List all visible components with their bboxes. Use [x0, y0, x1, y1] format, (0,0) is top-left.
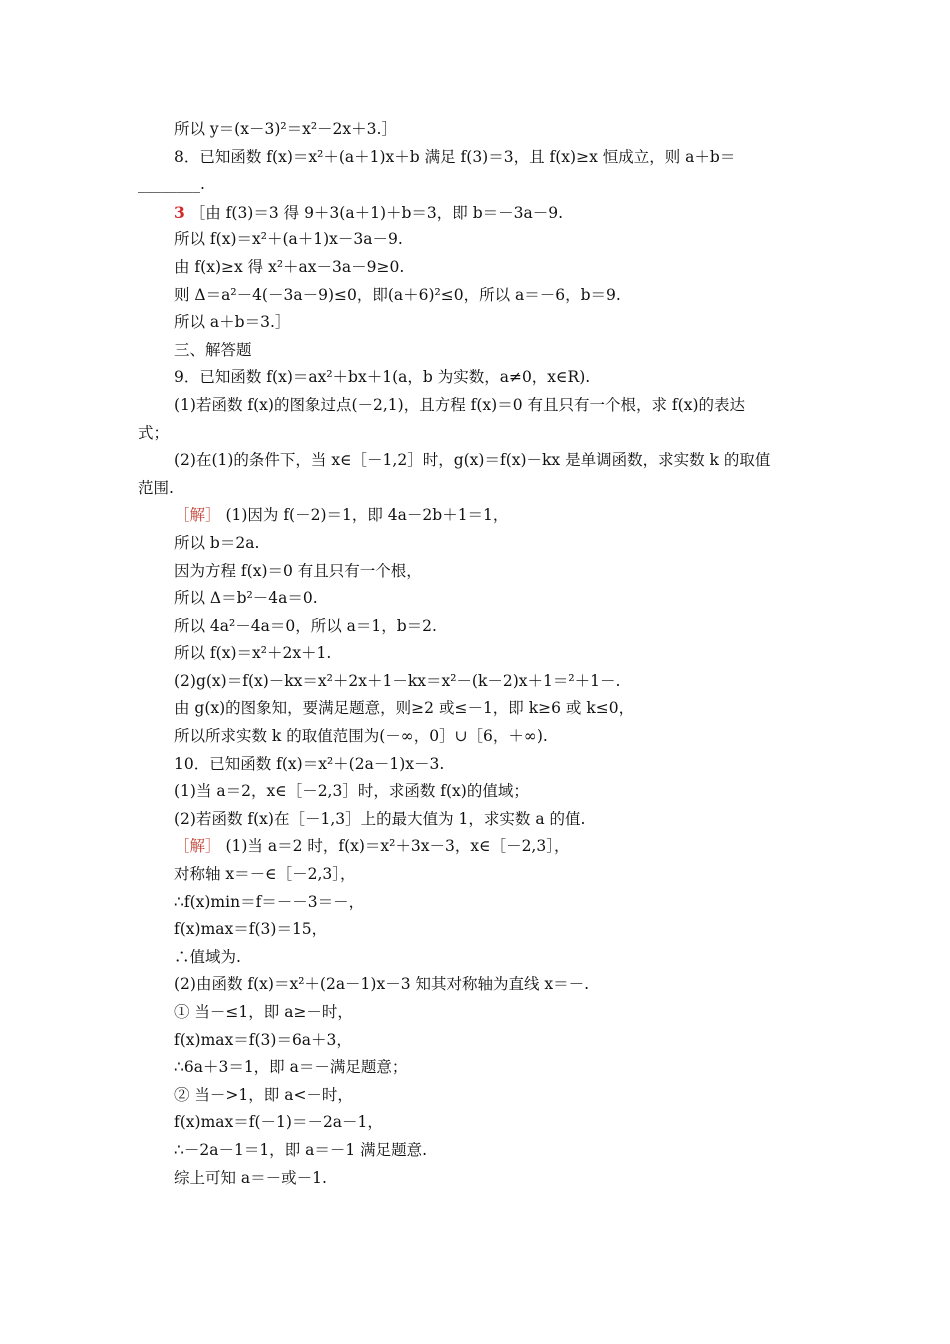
line-text: 10．已知函数 f(x)＝x²＋(2a－1)x－3. [174, 754, 445, 773]
text-line [138, 144, 818, 172]
line-text: 范围. [138, 478, 174, 497]
solution-tag: ［解］ [174, 837, 221, 856]
text-line [138, 806, 818, 834]
text-line [138, 502, 818, 530]
line-text: 8．已知函数 f(x)＝x²＋(a＋1)x＋b 满足 f(3)＝3，且 f(x)≥x 恒成立，则 a＋b＝ [174, 147, 736, 166]
text-line [138, 530, 818, 558]
text-line [138, 364, 818, 392]
text-line [138, 613, 818, 641]
line-text: f(x)max＝f(3)＝15， [174, 920, 328, 939]
text-line [138, 1082, 818, 1110]
solution-tag: ［解］ [174, 506, 221, 525]
text-line [138, 447, 818, 475]
text-line [138, 116, 818, 144]
line-text: (2)若函数 f(x)在［－1,3］上的最大值为 1，求实数 a 的值. [174, 809, 586, 828]
line-text: 则 Δ＝a²－4(－3a－9)≤0，即(a＋6)²≤0，所以 a＝－6，b＝9. [174, 285, 621, 304]
text-line [138, 723, 818, 751]
line-text: 所以所求实数 k 的取值范围为(－∞，0］∪［6，＋∞). [174, 727, 548, 746]
line-text: (1)因为 f(－2)＝1，即 4a－2b＋1＝1， [220, 506, 509, 525]
line-text: 所以 Δ＝b²－4a＝0. [174, 589, 318, 608]
text-line [138, 392, 818, 420]
line-text: (1)当 a＝2 时，f(x)＝x²＋3x－3，x∈［－2,3］， [220, 837, 570, 856]
line-text: ∴6a＋3＝1，即 a＝－满足题意； [174, 1058, 408, 1077]
document-page [138, 116, 818, 1192]
line-text: 由 g(x)的图象知，要满足题意，则≥2 或≤－1，即 k≥6 或 k≤0， [174, 699, 635, 718]
text-line [138, 282, 818, 310]
line-text: 由 f(x)≥x 得 x²＋ax－3a－9≥0. [174, 257, 405, 276]
text-line [138, 833, 818, 861]
line-text: (2)由函数 f(x)＝x²＋(2a－1)x－3 知其对称轴为直线 x＝－. [174, 975, 590, 994]
line-text: (2)在(1)的条件下，当 x∈［－1,2］时，g(x)＝f(x)－kx 是单调函数，求实数 k 的取值 [174, 451, 771, 470]
text-line [138, 199, 818, 227]
text-line [138, 916, 818, 944]
line-text: ∴－2a－1＝1，即 a＝－1 满足题意. [174, 1140, 428, 1159]
line-text: (1)当 a＝2，x∈［－2,3］时，求函数 f(x)的值域； [174, 782, 529, 801]
text-line [138, 1109, 818, 1137]
text-line [138, 751, 818, 779]
line-text: 9．已知函数 f(x)＝ax²＋bx＋1(a，b 为实数，a≠0，x∈R). [174, 368, 591, 387]
text-line [138, 226, 818, 254]
text-line [138, 171, 818, 199]
text-line [138, 1137, 818, 1165]
text-line [138, 585, 818, 613]
line-text: f(x)max＝f(3)＝6a＋3， [174, 1030, 352, 1049]
text-line [138, 668, 818, 696]
line-text: ∴f(x)min＝f＝－－3＝－， [174, 892, 365, 911]
text-line [138, 971, 818, 999]
line-text: 综上可知 a＝－或－1. [174, 1168, 327, 1187]
text-line [138, 420, 818, 448]
line-text: f(x)max＝f(－1)＝－2a－1， [174, 1113, 383, 1132]
text-line [138, 1054, 818, 1082]
line-text: 三、解答题 [174, 340, 252, 359]
line-text: (1)若函数 f(x)的图象过点(－2,1)，且方程 f(x)＝0 有且只有一个根，求 f(x)的表达 [174, 395, 745, 414]
line-text: ② 当－>1，即 a<－时， [174, 1085, 353, 1104]
text-line [138, 944, 818, 972]
line-text: 所以 f(x)＝x²＋(a＋1)x－3a－9. [174, 230, 403, 249]
line-text: 对称轴 x＝－∈［－2,3］， [174, 865, 356, 884]
line-text: 所以 4a²－4a＝0，所以 a＝1，b＝2. [174, 616, 437, 635]
text-line [138, 475, 818, 503]
line-text: ∴值域为. [174, 947, 241, 966]
text-line [138, 640, 818, 668]
text-line [138, 254, 818, 282]
text-line [138, 558, 818, 586]
line-text: 所以 f(x)＝x²＋2x＋1. [174, 644, 332, 663]
text-line [138, 861, 818, 889]
line-text: 因为方程 f(x)＝0 有且只有一个根， [174, 561, 422, 580]
text-line [138, 695, 818, 723]
text-line [138, 1027, 818, 1055]
text-line [138, 309, 818, 337]
answer-label: 3 [174, 202, 185, 222]
line-text: (2)g(x)＝f(x)－kx＝x²＋2x＋1－kx＝x²－(k－2)x＋1＝²＋1－. [174, 671, 621, 690]
line-text: ________. [138, 175, 205, 194]
line-text: ① 当－≤1，即 a≥－时， [174, 1003, 353, 1021]
text-line [138, 337, 818, 365]
text-line [138, 778, 818, 806]
text-line [138, 999, 818, 1027]
text-line [138, 889, 818, 917]
line-text: 所以 a＋b＝3.］ [174, 313, 291, 332]
text-line [138, 1165, 818, 1193]
line-text: 式； [138, 423, 170, 442]
line-text: 所以 b＝2a. [174, 533, 260, 552]
line-text: ［由 f(3)＝3 得 9＋3(a＋1)＋b＝3，即 b＝－3a－9. [189, 203, 564, 222]
line-text: 所以 y＝(x－3)²＝x²－2x＋3.］ [174, 120, 397, 138]
